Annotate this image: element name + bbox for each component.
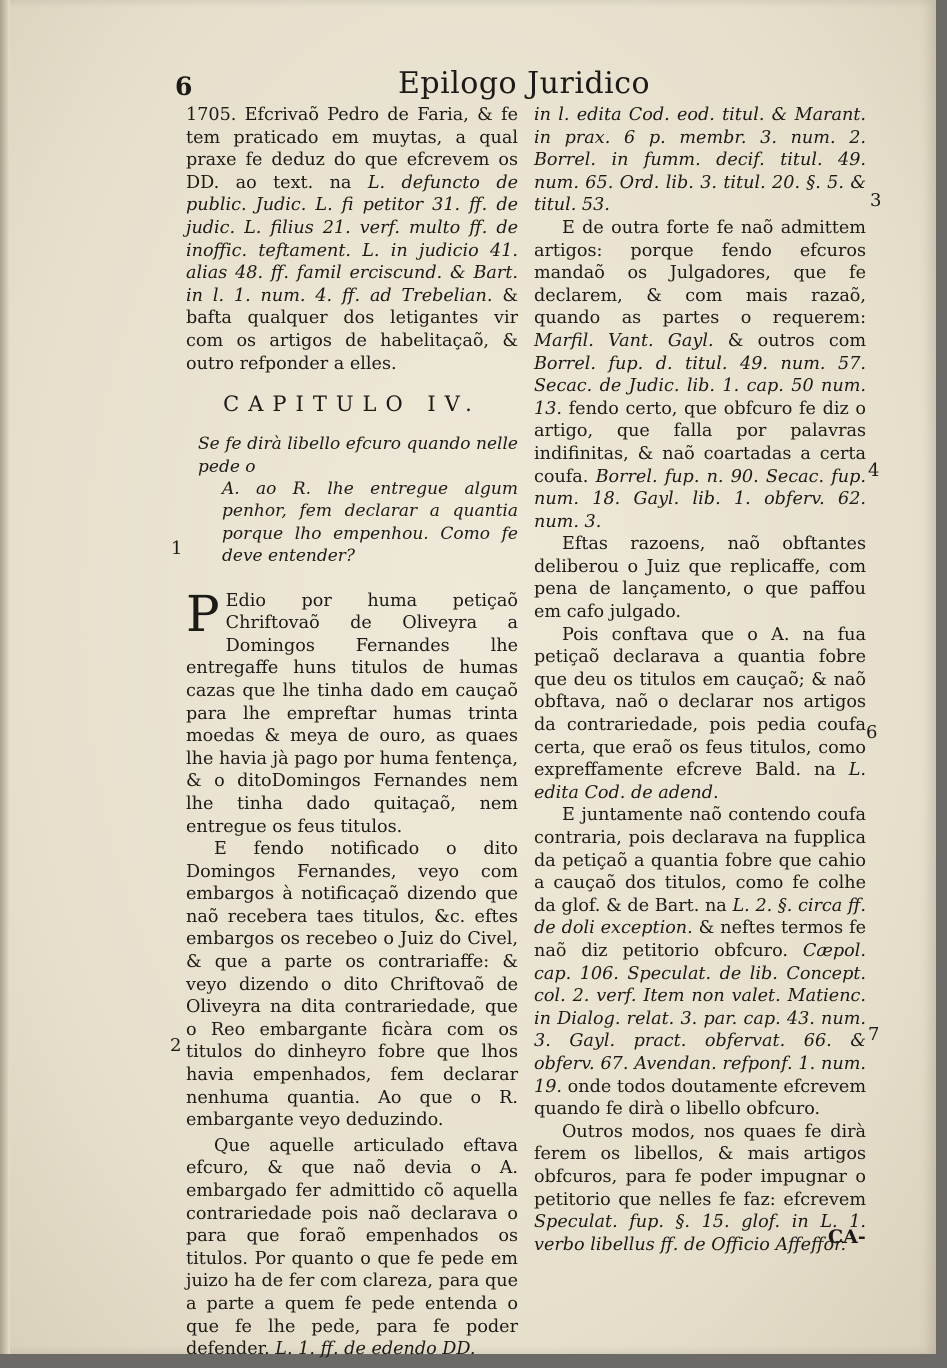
margin-number-3: 3 — [870, 190, 882, 211]
paragraph-1 — [186, 584, 518, 839]
paragraph-a-citation-2: Borrel. fup. d. titul. 49. num. 57. Secac. de Judic. lib. 1. cap. 50 num. 13. — [534, 353, 866, 419]
paragraph-b: Eftas razoens, naõ obftantes deliberou o Juiz que replicaffe, com pena de lançamento, o que paffou em cafo julgado. — [534, 534, 866, 623]
right-column — [534, 104, 866, 1256]
page-gutter — [0, 0, 10, 1354]
chapter-summary — [198, 433, 518, 567]
summary-line-2: A. ao R. lhe entregue algum penhor, fem declarar a quantia porque lho empenhou. Como fe deve entender? — [222, 478, 518, 567]
paragraph-d-text: E juntamente naõ contendo coufa contraria, pois declarava na fupplica da petiçaõ a quantia fobre que cahio a cauçaõ dos titulos, como fe colhe da glof. & de Bart. na — [534, 805, 866, 916]
paragraph-c — [534, 624, 866, 805]
running-title: Epilogo Juridico — [398, 66, 651, 101]
paragraph-e-citation: Speculat. fup. §. 15. glof. in L. 1. verbo libellus ff. de Officio Affeffor. — [534, 1212, 866, 1255]
paragraph-c-citation: L. edita Cod. de adend. — [534, 760, 867, 803]
paragraph-a — [534, 217, 866, 533]
opening-paragraph — [186, 104, 518, 375]
page-number: 6 — [175, 72, 193, 101]
opening-text: 1705. Efcrivaõ Pedro de Faria, & fe tem praticado em muytas, a qual praxe fe deduz do que efcrevem os DD. ao text. na — [186, 105, 518, 193]
opening-citation: L. defuncto de public. Judic. L. fi petitor 31. ff. de judic. L. filius 21. verf. multo ff. de inoffic. teftament. L. in judicio 41. alias 48. ff. famil erciscund. & Bart. in l. 1. num. 4. ff. ad Trebelian. — [186, 172, 518, 306]
paragraph-a-citation: Marfil. Vant. Gayl. — [534, 330, 714, 351]
paragraph-1-text: Edio por huma petiçaõ Chriftovaõ de Oliveyra a Domingos Fernandes lhe entregaffe huns titulos de humas cazas que lhe tinha dado em cauçaõ para lhe empreftar humas trinta moedas & meya de ouro, as quaes lhe havia jà pago por huma fentença, & o ditoDomingos Fernandes nem lhe tinha dado quitaçaõ, nem entregue os feus titulos. — [186, 590, 518, 837]
opening-tail: & bafta qualquer dos letigantes vir com os artigos de habelitaçaõ, & outro refponder a elles. — [186, 285, 519, 374]
drop-capital: P — [186, 584, 220, 643]
paragraph-2: E fendo notificado o dito Domingos Fernandes, veyo com embargos à notificaçaõ dizendo que naõ recebera taes titulos, &c. eftes embargos os recebeo o Juiz do Civel, & que a parte os contrariaffe: & veyo dizendo o dito Chriftovaõ de Oliveyra na dita contrariedade, que o Reo embargante ficàra com os titulos do dinheyro fobre que lhos havia empenhados, fem declarar nenhuma quantia. Ao que o R. embargante veyo deduzindo. — [186, 839, 518, 1131]
catchword: CA- — [828, 1226, 866, 1248]
margin-number-1: 1 — [171, 538, 183, 559]
summary-line-1: Se fe dirà libello efcuro quando nelle pede o — [198, 434, 518, 477]
paragraph-d — [534, 804, 866, 1120]
paragraph-c-text: Pois conftava que o A. na fua petiçaõ declarava a quantia fobre que deu os titulos em cauçaõ; & naõ obftava, naõ o declarar nos artigos da contrariedade, pois pedia coufa certa, que eraõ os feus titulos, como expreffamente efcreve Bald. na — [534, 624, 866, 781]
paragraph-d-citation: L. 2. §. circa ff. de doli exception. — [534, 895, 866, 939]
margin-number-4: 4 — [868, 460, 880, 481]
paragraph-d-mid: & neftes termos fe naõ diz petitorio obfcuro. — [534, 918, 867, 961]
margin-number-6: 6 — [866, 722, 878, 743]
paragraph-e-text: Outros modos, nos quaes fe dirà ferem os libellos, & mais artigos obfcuros, para fe poder impugnar o petitorio que nelles fe faz: efcrevem — [534, 1121, 866, 1210]
paragraph-e — [534, 1121, 866, 1257]
paragraph-3-citation: L. 1. ff. de edendo DD. — [275, 1339, 476, 1360]
margin-number-7: 7 — [868, 1024, 880, 1045]
left-column — [186, 104, 518, 1361]
margin-number-2: 2 — [170, 1035, 182, 1056]
paragraph-d-citation-2: Cæpol. cap. 106. Speculat. de lib. Concept. col. 2. verf. Item non valet. Matienc. in Dialog. relat. 3. par. cap. 43. num. 3. Gayl. pract. obfervat. 66. & obferv. 67. Avendan. refponf. 1. num. 19. — [534, 940, 866, 1097]
paragraph-3 — [186, 1135, 518, 1361]
continued-citation: in l. edita Cod. eod. titul. & Marant. in prax. 6 p. membr. 3. num. 2. Borrel. in fumm. decif. titul. 49. num. 65. Ord. lib. 3. titul. 20. §. 5. & titul. 53. — [534, 105, 866, 216]
paragraph-a-tail: fendo certo, que obfcuro fe diz o artigo, que falla por palavras indifinitas, & naõ coartadas a certa coufa. — [534, 398, 866, 487]
paragraph-a-citation-3: Borrel. fup. n. 90. Secac. fup. num. 18. Gayl. lib. 1. obferv. 62. num. 3. — [534, 466, 866, 532]
paragraph-a-mid: & outros com — [727, 330, 867, 351]
paragraph-a-text: E de outra forte fe naõ admittem artigos: porque fendo efcuros mandaõ os Julgadores, que fe declarem, & com mais razaõ, quando as partes o requerem: — [534, 217, 866, 329]
paragraph-d-tail: onde todos doutamente efcrevem quando fe dirà o libello obfcuro. — [534, 1076, 867, 1120]
paragraph-3-text: Que aquelle articulado eftava efcuro, & que naõ devia o A. embargado fer admittido cõ aquella contrariedade pois naõ declarava o para que foraõ empenhados os titulos. Por quanto o que fe pede em juizo ha de fer com clareza, para que a parte a quem fe pede entenda o que fe lhe pede, para fe poder defender. — [186, 1135, 518, 1360]
chapter-heading: CAPITULO IV. — [223, 392, 481, 417]
